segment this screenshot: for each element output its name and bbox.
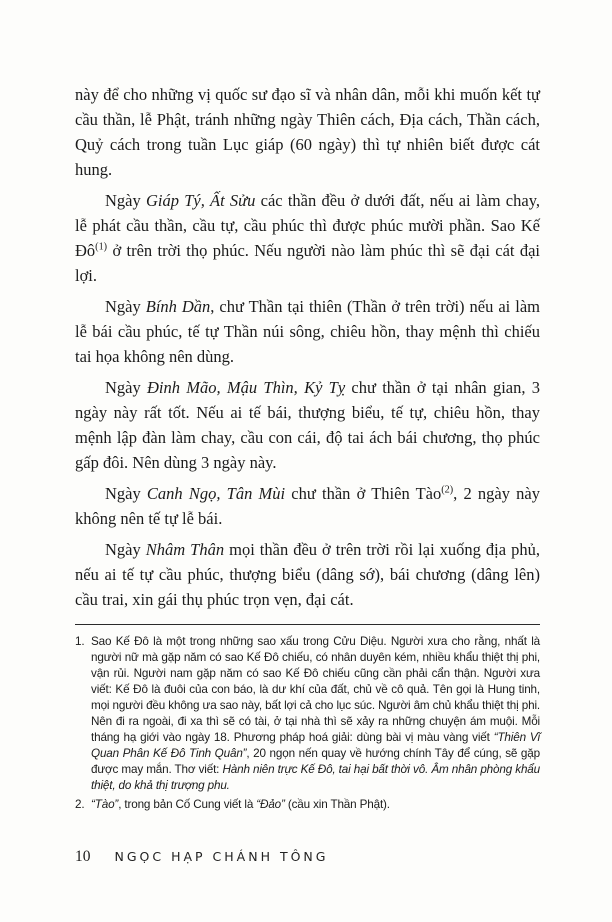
text-run: này để cho những vị quốc sư đạo sĩ và nhân dân, mỗi khi muốn kết tự cầu thần, lễ Phật, tránh những ngày Thiên cách, Địa cách, Thần cách, Quỷ cách trong tuần Lục giáp (60 ngày) thì tự nhiên biết được cát hung.: [75, 85, 540, 179]
footnote-separator: [75, 624, 540, 625]
footnote-marker-2: (2): [441, 484, 454, 496]
paragraph-4: [75, 375, 540, 475]
day-name-run: Giáp Tý, Ất Sửu: [145, 191, 256, 210]
text-run: Ngày: [105, 378, 148, 397]
day-name-run: Nhâm Thân: [145, 540, 225, 559]
text-run: , 2 ngày này không nên tế tự lễ bái.: [75, 484, 540, 528]
text-run: Ngày: [105, 540, 146, 559]
text-run: Sao Kế Đô là một trong những sao xấu trong Cửu Diệu. Người xưa cho rằng, nhất là người nữ mà gặp năm có sao Kế Đô chiếu, có nhân duyên kém, nhiều khẩu thiệt thị phi, vận rủi. Người nam gặp năm có sao Kế Đô chiếu cũng cần phải cẩn thận. Người xưa viết: Kế Đô là đuôi của con báo, là dư khí của đất, chủ về cô quả. Tên gọi là Hung tinh, mọi người đều không ưa sao này, bất lợi cả cho lục súc. Người âm chủ khẩu thiệt thị phi. Nên đi ra ngoài, đi xa thì sẽ có tài, ở tại nhà thì sẽ xảy ra những chuyện ám muội. Mỗi tháng hạ giới vào ngày 18. Phương pháp hoá giải: dùng bài vị màu vàng viết: [91, 635, 540, 744]
footnote-2: [75, 797, 540, 813]
paragraph-6: [75, 537, 540, 612]
footnote-number: 1.: [75, 635, 85, 648]
footnote-text: [91, 797, 540, 813]
paragraph-5: [75, 481, 540, 531]
poem-run: Hành niên trực Kế Đô, tai hại bất thời vô. Âm nhân phòng khẩu thiệt, do khả thị trượng phu.: [91, 763, 540, 792]
text-run: (cầu xin Thần Phật).: [284, 798, 390, 811]
text-run: , 20 ngọn nến quay về hướng chính Tây để cúng, sẽ gặp được may mắn. Thơ viết:: [91, 747, 540, 776]
text-run: , trong bản Cố Cung viết là: [118, 798, 257, 811]
text-run: các thần đều ở dưới đất, nếu ai làm chay, lễ phát cầu thần, cầu tự, cầu phúc thì được phúc mười phần. Sao Kế Đô: [75, 191, 540, 260]
text-run: chư thần ở tại nhân gian, 3 ngày này rất tốt. Nếu ai tế bái, thượng biểu, tế tự, chiêu hồn, thay mệnh lập đàn làm chay, cầu con cái, độ tai ách bái chương, thọ phúc gấp đôi. Nên dùng 3 ngày này.: [75, 378, 540, 472]
text-run: ở trên trời thọ phúc. Nếu người nào làm phúc thì sẽ đại cát đại lợi.: [75, 241, 540, 285]
text-run: mọi thần đều ở trên trời rồi lại xuống địa phủ, nếu ai tế tự cầu phúc, thượng biểu (dâng sớ), bái chương (dâng lên) cầu trai, xin gái thụ phúc trọn vẹn, đại cát.: [75, 540, 540, 609]
cited-title-run: “Thiên Vĩ Quan Phân Kế Đô Tinh Quân”: [91, 731, 540, 760]
day-name-run: Đinh Mão, Mậu Thìn, Kỷ Tỵ: [147, 378, 346, 397]
page-number: 10: [75, 848, 91, 865]
footnote-number: 2.: [75, 798, 85, 811]
page-footer: [75, 848, 328, 866]
paragraph-1: [75, 82, 540, 182]
day-name-run: Bính Dần: [145, 297, 211, 316]
text-run: Ngày: [105, 484, 147, 503]
day-name-run: Canh Ngọ, Tân Mùi: [146, 484, 286, 503]
term-run: “Tào”: [91, 798, 119, 811]
paragraph-2: [75, 188, 540, 288]
footnote-1: [75, 634, 540, 794]
text-run: Ngày: [105, 297, 146, 316]
main-text: [75, 82, 540, 612]
footnote-text: [91, 634, 540, 794]
term-run: “Đảo”: [256, 798, 285, 811]
text-run: , chư Thần tại thiên (Thần ở trên trời) nếu ai làm lễ bái cầu phúc, tế tự Thần núi sông, chiêu hồn, thay mệnh thì chiếu tai họa không nên dùng.: [75, 297, 540, 366]
text-run: Ngày: [105, 191, 146, 210]
paragraph-3: [75, 294, 540, 369]
text-run: chư thần ở Thiên Tào: [285, 484, 442, 503]
footnote-marker-1: (1): [95, 241, 108, 253]
book-title: NGỌC HẠP CHÁNH TÔNG: [114, 849, 329, 864]
footnotes-section: [75, 634, 540, 813]
